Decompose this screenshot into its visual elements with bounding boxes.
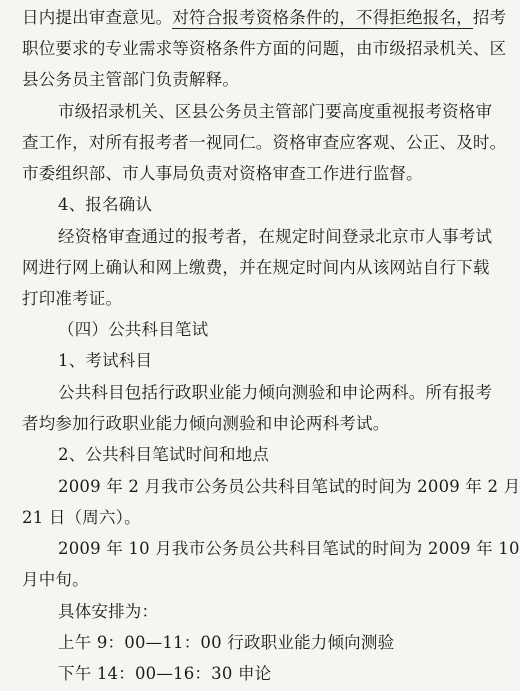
text-line	[58, 101, 492, 123]
text-line	[58, 382, 492, 404]
text-line	[58, 350, 152, 372]
text-segment: 月中旬。	[22, 570, 89, 589]
text-line	[58, 444, 269, 466]
text-line	[22, 38, 506, 60]
text-line	[58, 476, 520, 498]
text-segment: 上午 9：00—11：00 行政职业能力倾向测验	[58, 633, 395, 652]
text-segment: 者均参加行政职业能力倾向测验和申论两科考试。	[22, 414, 390, 433]
text-segment: 具体安排为：	[58, 602, 159, 621]
text-segment: 经资格审查通过的报考者，在规定时间登录北京市人事考试	[58, 227, 493, 246]
text-segment: 2、公共科目笔试时间和地点	[58, 445, 270, 464]
underlined-text: 对符合报考资格条件的，不得拒绝报名，	[172, 8, 473, 27]
text-line	[22, 69, 239, 91]
text-line	[58, 663, 271, 685]
text-segment: 21 日（周六）。	[22, 508, 141, 527]
text-segment: 2009 年 2 月我市公务员公共科目笔试的时间为 2009 年 2 月	[58, 477, 520, 496]
text-segment: 网进行网上确认和网上缴费，并在规定时间内从该网站自行下载	[22, 258, 490, 277]
text-segment: 1、考试科目	[58, 351, 153, 370]
text-line	[22, 7, 506, 29]
text-segment: 日内提出审查意见。	[22, 8, 173, 27]
text-line	[22, 132, 506, 154]
text-line	[58, 194, 152, 216]
text-line	[22, 569, 89, 591]
text-segment: 下午 14：00—16：30 申论	[58, 664, 272, 683]
text-line	[58, 538, 520, 560]
text-line	[22, 507, 141, 529]
text-segment: 2009 年 10 月我市公务员公共科目笔试的时间为 2009 年 10	[58, 539, 520, 558]
text-line	[22, 163, 423, 185]
text-segment: 职位要求的专业需求等资格条件方面的问题，由市级招录机关、区	[22, 39, 507, 58]
text-segment: 县公务员主管部门负责解释。	[22, 70, 240, 89]
text-segment: 市级招录机关、区县公务员主管部门要高度重视报考资格审	[58, 102, 493, 121]
text-line	[22, 288, 122, 310]
text-segment: 4、报名确认	[58, 195, 153, 214]
text-segment: 招考	[472, 8, 507, 27]
text-line	[58, 319, 208, 341]
text-line	[22, 257, 490, 279]
text-segment: （四）公共科目笔试	[58, 320, 209, 339]
text-segment: 公共科目包括行政职业能力倾向测验和申论两科。所有报考	[58, 383, 493, 402]
text-line	[58, 226, 492, 248]
text-segment: 打印准考证。	[22, 289, 123, 308]
text-segment: 市委组织部、市人事局负责对资格审查工作进行监督。	[22, 164, 423, 183]
text-segment: 查工作，对所有报考者一视同仁。资格审查应客观、公正、及时。	[22, 133, 507, 152]
text-line	[58, 601, 158, 623]
text-line	[22, 413, 389, 435]
text-line	[58, 632, 394, 654]
